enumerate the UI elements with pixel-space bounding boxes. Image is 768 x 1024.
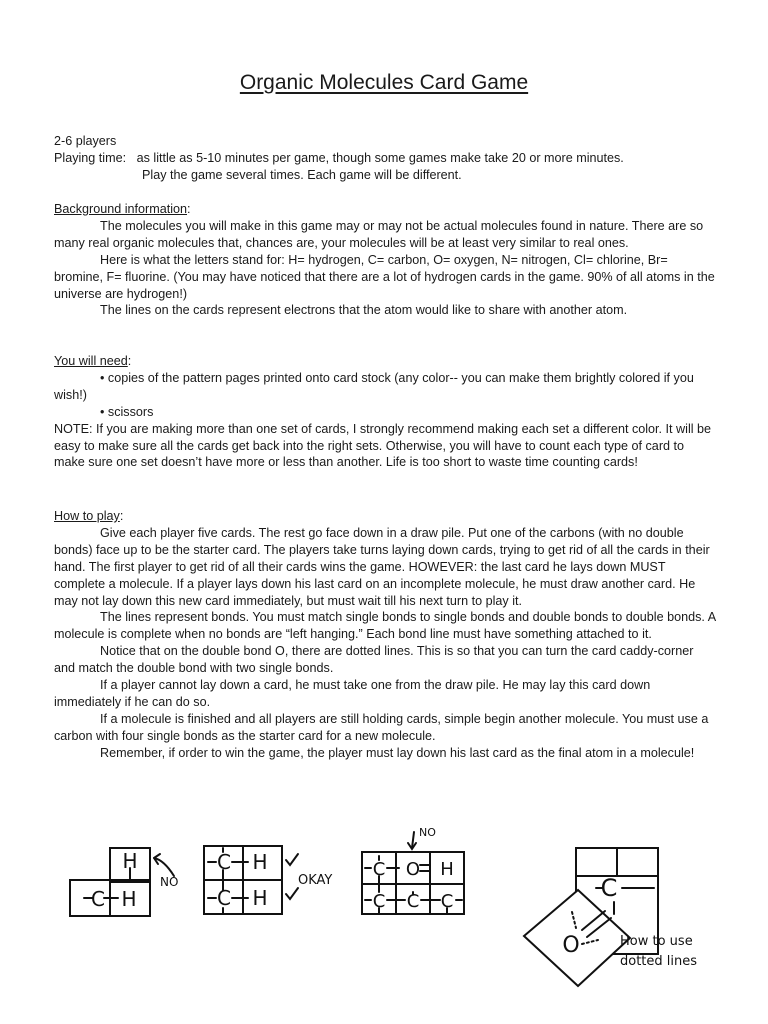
fig3-atom-5: C bbox=[406, 891, 420, 912]
example-dotted-lines bbox=[524, 848, 697, 986]
example-invalid-placement bbox=[70, 848, 178, 916]
dotted-label-line-2: dotted lines bbox=[620, 954, 698, 969]
fig3-atom-4: C bbox=[372, 891, 386, 912]
materials-heading-colon: : bbox=[127, 354, 132, 368]
materials-section bbox=[54, 353, 716, 471]
background-section bbox=[54, 201, 716, 319]
fig3-atom-2: O bbox=[405, 859, 421, 880]
materials-item-card-stock: • copies of the pattern pages printed onto card stock (any color-- you can make them brightly colored if you wish!) bbox=[54, 370, 694, 402]
materials-item-scissors: • scissors bbox=[100, 404, 154, 419]
players-count: 2-6 players bbox=[54, 134, 117, 148]
fig1-right-atom: H bbox=[121, 887, 137, 911]
check-icon bbox=[286, 888, 298, 899]
rules-paragraph-3: Notice that on the double bond O, there are dotted lines. This is so that you can turn the card caddy-corner and match the double bond with two single bonds. bbox=[54, 644, 694, 676]
playing-time-note: Play the game several times. Each game will be different. bbox=[142, 167, 462, 182]
materials-heading-line bbox=[54, 353, 716, 370]
fig2-top-left-atom: C bbox=[217, 850, 231, 874]
fig1-top-atom: H bbox=[122, 849, 138, 873]
fig2-bottom-left-atom: C bbox=[217, 886, 231, 910]
rules-paragraph-4: If a player cannot lay down a card, he must take one from the draw pile. He may lay this card down immediately if he can do so. bbox=[54, 678, 651, 709]
materials-note: NOTE: If you are making more than one set of cards, I strongly recommend making each set a different color. It will be easy to make sure all the cards get back into the right sets. Otherwise, you will have to count each type of card to make sure one set doesn’t have more or less than another. Life is too short to waste time counting cards! bbox=[54, 421, 712, 470]
card-examples-diagram bbox=[62, 818, 712, 1018]
dotted-label-line-1: How to use bbox=[620, 934, 693, 949]
fig3-atom-6: C bbox=[440, 891, 454, 912]
fig3-atom-3: H bbox=[440, 859, 454, 880]
background-heading-line bbox=[54, 201, 716, 218]
fig4-carbon-atom: C bbox=[600, 874, 618, 902]
rules-paragraph-1: Give each player five cards. The rest go face down in a draw pile. Put one of the carbons (with no double bonds) face up to be the starter card. The players take turns laying down cards, trying to get rid of all the cards in their hand. The first player to get rid of all their cards wins the game. HOWEVER: the last card he lays down MUST complete a molecule. If a player lays down his last card on an incomplete molecule, he must draw another card. He may not lay down this new card immediately, but must wait till his next turn to play it. bbox=[54, 525, 710, 608]
playing-time-line bbox=[54, 150, 716, 167]
intro-section bbox=[54, 133, 716, 184]
fig3-atom-1: C bbox=[372, 859, 386, 880]
rules-heading: How to play bbox=[54, 509, 120, 523]
example-valid-placement bbox=[204, 846, 332, 914]
rules-paragraph-5: If a molecule is finished and all players are still holding cards, simple begin another molecule. You must use a carbon with four single bonds as the starter card for a new molecule. bbox=[54, 711, 709, 743]
rules-paragraph-2: The lines represent bonds. You must match single bonds to single bonds and double bonds to double bonds. A molecule is complete when no bonds are “left hanging.” Each bond line must have something attached to it. bbox=[54, 610, 716, 642]
fig4-oxygen-atom: O bbox=[562, 933, 580, 958]
background-heading: Background information bbox=[54, 202, 188, 216]
background-heading-colon: : bbox=[187, 202, 191, 216]
fig2-bottom-right-atom: H bbox=[252, 886, 268, 910]
no-label-2: NO bbox=[419, 826, 436, 839]
no-label-1: NO bbox=[160, 875, 179, 889]
rules-section bbox=[54, 508, 716, 762]
background-paragraph-2: Here is what the letters stand for: H= hydrogen, C= carbon, O= oxygen, N= nitrogen, Cl= chlorine, Br= bromine, F= fluorine. (You may have noticed that there are a lot of hydrogen cards in the game. 90% of all atoms in the universe are hydrogen!) bbox=[54, 252, 715, 301]
materials-heading: You will need bbox=[54, 354, 128, 368]
background-paragraph-1: The molecules you will make in this game may or may not be actual molecules found in nature. There are so many real organic molecules that, chances are, your molecules will be at least very similar to real ones. bbox=[54, 218, 704, 250]
fig2-top-right-atom: H bbox=[252, 850, 268, 874]
page-title: Organic Molecules Card Game bbox=[239, 71, 529, 94]
rules-paragraph-6: Remember, if order to win the game, the player must lay down his last card as the final atom in a molecule! bbox=[100, 745, 695, 760]
check-icon bbox=[286, 854, 298, 865]
example-invalid-double-bond bbox=[362, 826, 464, 914]
rules-heading-line bbox=[54, 508, 716, 525]
background-paragraph-3: The lines on the cards represent electrons that the atom would like to share with another atom. bbox=[100, 303, 628, 318]
rules-heading-colon: : bbox=[119, 509, 124, 523]
fig1-left-atom: C bbox=[91, 887, 105, 911]
playing-time-text: as little as 5-10 minutes per game, though some games make take 20 or more minutes. bbox=[136, 150, 624, 165]
playing-time-label: Playing time: bbox=[54, 150, 127, 165]
okay-label: OKAY bbox=[298, 873, 333, 888]
